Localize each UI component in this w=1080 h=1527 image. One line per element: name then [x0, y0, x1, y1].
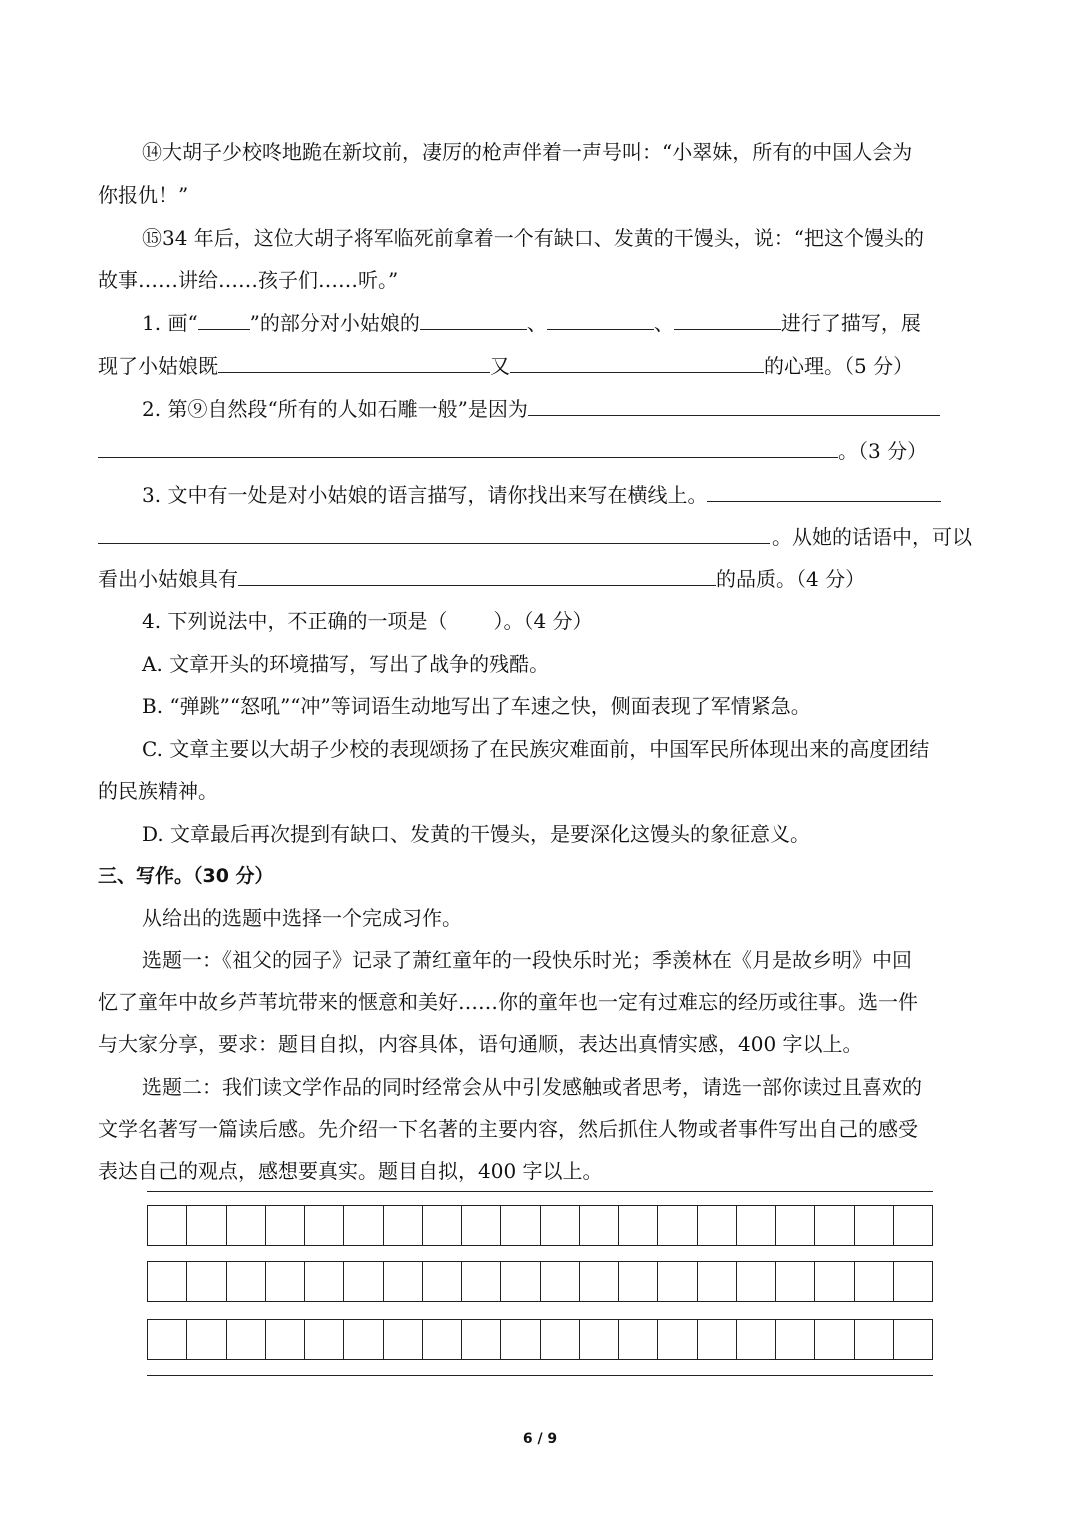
answer-blank[interactable]	[547, 311, 654, 330]
grid-cell[interactable]	[227, 1205, 266, 1245]
grid-cell[interactable]	[815, 1205, 854, 1245]
grid-cell[interactable]	[541, 1205, 580, 1245]
topic-1-line2: 忆了童年中故乡芦苇坑带来的惬意和美好……你的童年也一定有过难忘的经历或往事。选一件	[98, 990, 918, 1014]
grid-cell[interactable]	[855, 1205, 894, 1245]
grid-cell[interactable]	[894, 1261, 933, 1301]
grid-cell[interactable]	[894, 1319, 933, 1359]
grid-cell[interactable]	[384, 1205, 423, 1245]
grid-cell[interactable]	[698, 1261, 737, 1301]
grid-cell[interactable]	[580, 1205, 619, 1245]
composition-grid	[147, 1191, 933, 1377]
passage-p14-line1: ⑭大胡子少校咚地跪在新坟前，凄厉的枪声伴着一声号叫：“小翠妹，所有的中国人会为	[142, 140, 913, 164]
question-1-text: 进行了描写，展	[780, 311, 921, 335]
question-3-line3	[98, 565, 865, 593]
grid-rule	[147, 1191, 933, 1192]
grid-cell[interactable]	[266, 1319, 305, 1359]
question-3-text: 的品质。（4 分）	[716, 567, 866, 591]
grid-cell[interactable]	[187, 1319, 226, 1359]
question-4-stem	[142, 607, 593, 635]
grid-cell[interactable]	[580, 1261, 619, 1301]
grid-cell[interactable]	[619, 1261, 658, 1301]
question-1-text: 又	[490, 354, 510, 378]
option-a: A. 文章开头的环境描写，写出了战争的残酷。	[142, 652, 550, 676]
question-1-line1	[142, 309, 921, 337]
grid-rule	[147, 1375, 933, 1376]
grid-rule	[147, 1301, 933, 1302]
grid-cell[interactable]	[462, 1261, 501, 1301]
grid-cell[interactable]	[147, 1205, 187, 1245]
page-number: 6 / 9	[522, 1431, 558, 1447]
topic-2-line2: 文学名著写一篇读后感。先介绍一下名著的主要内容，然后抓住人物或者事件写出自己的感受	[98, 1117, 918, 1141]
grid-cell[interactable]	[305, 1205, 344, 1245]
grid-cell[interactable]	[855, 1319, 894, 1359]
grid-cell[interactable]	[698, 1205, 737, 1245]
grid-cell[interactable]	[776, 1319, 815, 1359]
grid-cell[interactable]	[776, 1205, 815, 1245]
topic-2-line1: 选题二：我们读文学作品的同时经常会从中引发感触或者思考，请选一部你读过且喜欢的	[142, 1075, 922, 1099]
question-1-text: 1. 画“	[142, 311, 198, 335]
question-4-text: 4. 下列说法中，不正确的一项是（	[142, 609, 448, 633]
answer-blank[interactable]	[420, 311, 527, 330]
question-2-text: 2. 第⑨自然段“所有的人如石雕一般”是因为	[142, 397, 528, 421]
grid-rule	[147, 1359, 933, 1360]
grid-cell[interactable]	[815, 1319, 854, 1359]
grid-cell[interactable]	[501, 1261, 540, 1301]
grid-cell[interactable]	[855, 1261, 894, 1301]
grid-row-1[interactable]	[147, 1205, 933, 1245]
grid-cell[interactable]	[423, 1319, 462, 1359]
grid-cell[interactable]	[815, 1261, 854, 1301]
topic-2-line3: 表达自己的观点，感想要真实。题目自拟，400 字以上。	[98, 1159, 603, 1183]
grid-cell[interactable]	[384, 1319, 423, 1359]
grid-cell[interactable]	[658, 1205, 697, 1245]
question-1-text: 、	[526, 311, 547, 335]
question-1-text: ”的部分对小姑娘的	[249, 311, 420, 335]
grid-cell[interactable]	[501, 1205, 540, 1245]
option-b: B. “弹跳”“怒吼”“冲”等词语生动地写出了车速之快，侧面表现了军情紧急。	[142, 694, 811, 718]
grid-cell[interactable]	[305, 1319, 344, 1359]
grid-cell[interactable]	[384, 1261, 423, 1301]
grid-cell[interactable]	[344, 1205, 383, 1245]
option-c-line1: C. 文章主要以大胡子少校的表现颂扬了在民族灾难面前，中国军民所体现出来的高度团结	[142, 737, 930, 761]
grid-cell[interactable]	[187, 1205, 226, 1245]
answer-blank[interactable]	[707, 483, 941, 502]
question-3-text: 3. 文中有一处是对小姑娘的语言描写，请你找出来写在横线上。	[142, 483, 708, 507]
grid-cell[interactable]	[227, 1319, 266, 1359]
grid-cell[interactable]	[266, 1261, 305, 1301]
passage-p14-line2: 你报仇！”	[98, 183, 189, 207]
grid-rule	[147, 1245, 933, 1246]
grid-row-3[interactable]	[147, 1319, 933, 1359]
grid-cell[interactable]	[147, 1261, 187, 1301]
question-1-line2	[98, 352, 913, 380]
grid-row-2[interactable]	[147, 1261, 933, 1301]
grid-cell[interactable]	[187, 1261, 226, 1301]
question-3-line2: 。从她的话语中，可以	[772, 525, 972, 549]
question-2-line1	[142, 395, 940, 423]
grid-cell[interactable]	[462, 1319, 501, 1359]
grid-cell[interactable]	[580, 1319, 619, 1359]
grid-cell[interactable]	[227, 1261, 266, 1301]
answer-blank[interactable]	[218, 354, 490, 373]
grid-cell[interactable]	[344, 1261, 383, 1301]
grid-cell[interactable]	[541, 1261, 580, 1301]
question-4-text: ）。（4 分）	[493, 609, 593, 633]
grid-cell[interactable]	[423, 1205, 462, 1245]
section-heading-writing: 三、写作。（30 分）	[98, 865, 274, 887]
passage-p15-line1: ⑮34 年后，这位大胡子将军临死前拿着一个有缺口、发黄的干馒头，说：“把这个馒头的	[142, 226, 925, 250]
grid-cell[interactable]	[266, 1205, 305, 1245]
answer-blank[interactable]	[238, 567, 716, 586]
writing-intro: 从给出的选题中选择一个完成习作。	[142, 906, 462, 930]
grid-cell[interactable]	[776, 1261, 815, 1301]
question-1-text: 、	[653, 311, 674, 335]
grid-cell[interactable]	[147, 1319, 187, 1359]
underline-sample-blank	[198, 311, 250, 330]
question-1-text: 的心理。（5 分）	[764, 354, 914, 378]
grid-cell[interactable]	[658, 1319, 697, 1359]
question-3-line1	[142, 481, 941, 509]
grid-cell[interactable]	[737, 1319, 776, 1359]
answer-blank[interactable]	[528, 397, 940, 416]
grid-cell[interactable]	[305, 1261, 344, 1301]
question-1-text: 现了小姑娘既	[98, 354, 218, 378]
grid-cell[interactable]	[462, 1205, 501, 1245]
grid-cell[interactable]	[423, 1261, 462, 1301]
answer-blank[interactable]	[510, 354, 764, 373]
grid-cell[interactable]	[658, 1261, 697, 1301]
grid-cell[interactable]	[541, 1319, 580, 1359]
passage-p15-line2: 故事……讲给……孩子们……听。”	[98, 268, 399, 292]
answer-blank[interactable]	[98, 543, 770, 544]
question-2-line2: 。（3 分）	[838, 439, 928, 463]
option-c-line2: 的民族精神。	[98, 779, 218, 803]
grid-cell[interactable]	[501, 1319, 540, 1359]
topic-1-line1: 选题一：《祖父的园子》记录了萧红童年的一段快乐时光；季羡林在《月是故乡明》中回	[142, 948, 912, 972]
grid-cell[interactable]	[737, 1205, 776, 1245]
grid-cell[interactable]	[619, 1205, 658, 1245]
grid-cell[interactable]	[737, 1261, 776, 1301]
answer-blank[interactable]	[98, 457, 838, 458]
grid-cell[interactable]	[698, 1319, 737, 1359]
grid-cell[interactable]	[344, 1319, 383, 1359]
topic-1-line3: 与大家分享，要求：题目自拟，内容具体，语句通顺，表达出真情实感，400 字以上。	[98, 1032, 863, 1056]
option-d: D. 文章最后再次提到有缺口、发黄的干馒头，是要深化这馒头的象征意义。	[142, 822, 811, 846]
grid-cell[interactable]	[619, 1319, 658, 1359]
answer-blank[interactable]	[674, 311, 781, 330]
question-3-text: 看出小姑娘具有	[98, 567, 238, 591]
grid-cell[interactable]	[894, 1205, 933, 1245]
